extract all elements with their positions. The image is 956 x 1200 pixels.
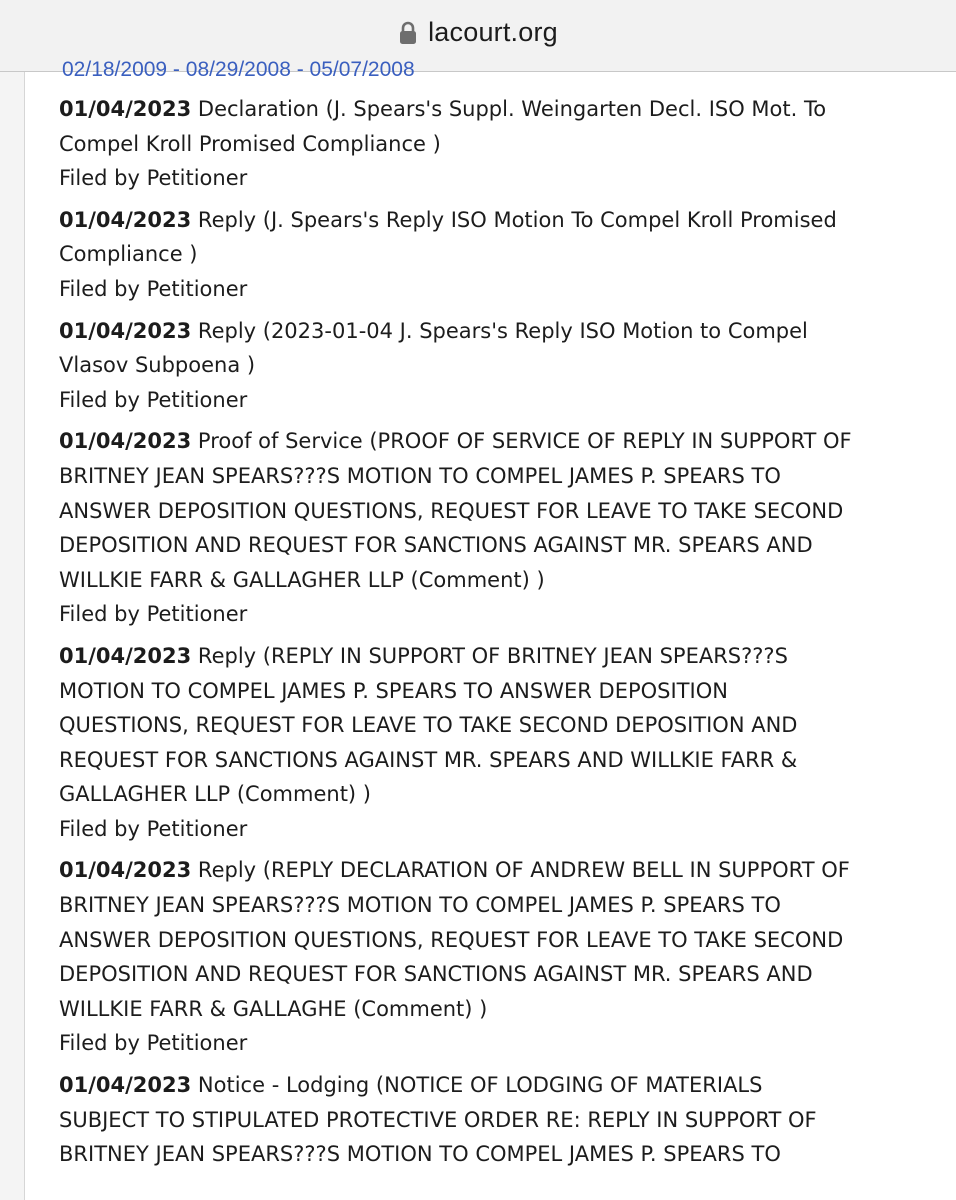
docket-entry (59, 92, 859, 196)
entry-description: Reply (REPLY DECLARATION OF ANDREW BELL IN SUPPORT OF BRITNEY JEAN SPEARS???S MOTION TO COMPEL JAMES P. SPEARS TO ANSWER DEPOSITION QUESTIONS, REQUEST FOR LEAVE TO TAKE SECOND DEPOSITION AND REQUEST FOR SANCTIONS AGAINST MR. SPEARS AND WILLKIE FARR & GALLAGHE (Comment) ) (59, 858, 850, 1021)
docket-entry-list (59, 92, 859, 1179)
docket-entry (59, 1068, 859, 1172)
entry-description: Notice - Lodging (NOTICE OF LODGING OF MATERIALS SUBJECT TO STIPULATED PROTECTIVE ORDER RE: REPLY IN SUPPORT OF BRITNEY JEAN SPEARS???S MOTION TO COMPEL JAMES P. SPEARS TO (59, 1073, 817, 1167)
entry-date: 01/04/2023 (59, 643, 192, 668)
entry-filed-by: Filed by Petitioner (59, 166, 248, 191)
url-display[interactable] (398, 17, 558, 48)
entry-filed-by: Filed by Petitioner (59, 276, 248, 301)
url-text: lacourt.org (428, 17, 558, 47)
docket-entry (59, 314, 859, 418)
entry-date: 01/04/2023 (59, 1073, 192, 1098)
entry-description: Reply (REPLY IN SUPPORT OF BRITNEY JEAN SPEARS???S MOTION TO COMPEL JAMES P. SPEARS TO ANSWER DEPOSITION QUESTIONS, REQUEST FOR LEAVE TO TAKE SECOND DEPOSITION AND REQUEST FOR SANCTIONS AGAINST MR. SPEARS AND WILLKIE FARR & GALLAGHER LLP (Comment) ) (59, 643, 798, 807)
lock-icon (398, 21, 418, 45)
entry-filed-by: Filed by Petitioner (59, 602, 248, 627)
docket-entry (59, 203, 859, 307)
page-content[interactable] (0, 58, 956, 1200)
docket-entry (59, 424, 859, 632)
entry-description: Reply (2023-01-04 J. Spears's Reply ISO Motion to Compel Vlasov Subpoena ) (59, 318, 808, 378)
entry-date: 01/04/2023 (59, 97, 192, 121)
entry-date: 01/04/2023 (59, 318, 192, 343)
cutoff-link-row[interactable]: 02/18/2009 - 08/29/2008 - 05/07/2008 (62, 58, 415, 81)
entry-description: Proof of Service (PROOF OF SERVICE OF REPLY IN SUPPORT OF BRITNEY JEAN SPEARS???S MOTION TO COMPEL JAMES P. SPEARS TO ANSWER DEPOSITION QUESTIONS, REQUEST FOR LEAVE TO TAKE SECOND DEPOSITION AND REQUEST FOR SANCTIONS AGAINST MR. SPEARS AND WILLKIE FARR & GALLAGHER LLP (Comment) ) (59, 429, 852, 592)
entry-filed-by: Filed by Petitioner (59, 387, 248, 412)
entry-date: 01/04/2023 (59, 858, 192, 883)
left-page-margin (0, 72, 25, 1200)
docket-entry (59, 639, 859, 847)
entry-filed-by: Filed by Petitioner (59, 1031, 248, 1056)
entry-filed-by: Filed by Petitioner (59, 816, 248, 841)
entry-description: Reply (J. Spears's Reply ISO Motion To Compel Kroll Promised Compliance ) (59, 207, 837, 267)
entry-date: 01/04/2023 (59, 207, 192, 232)
entry-description: Declaration (J. Spears's Suppl. Weingarten Decl. ISO Mot. To Compel Kroll Promised Compliance ) (59, 97, 827, 156)
docket-entry (59, 853, 859, 1061)
entry-date: 01/04/2023 (59, 429, 192, 454)
